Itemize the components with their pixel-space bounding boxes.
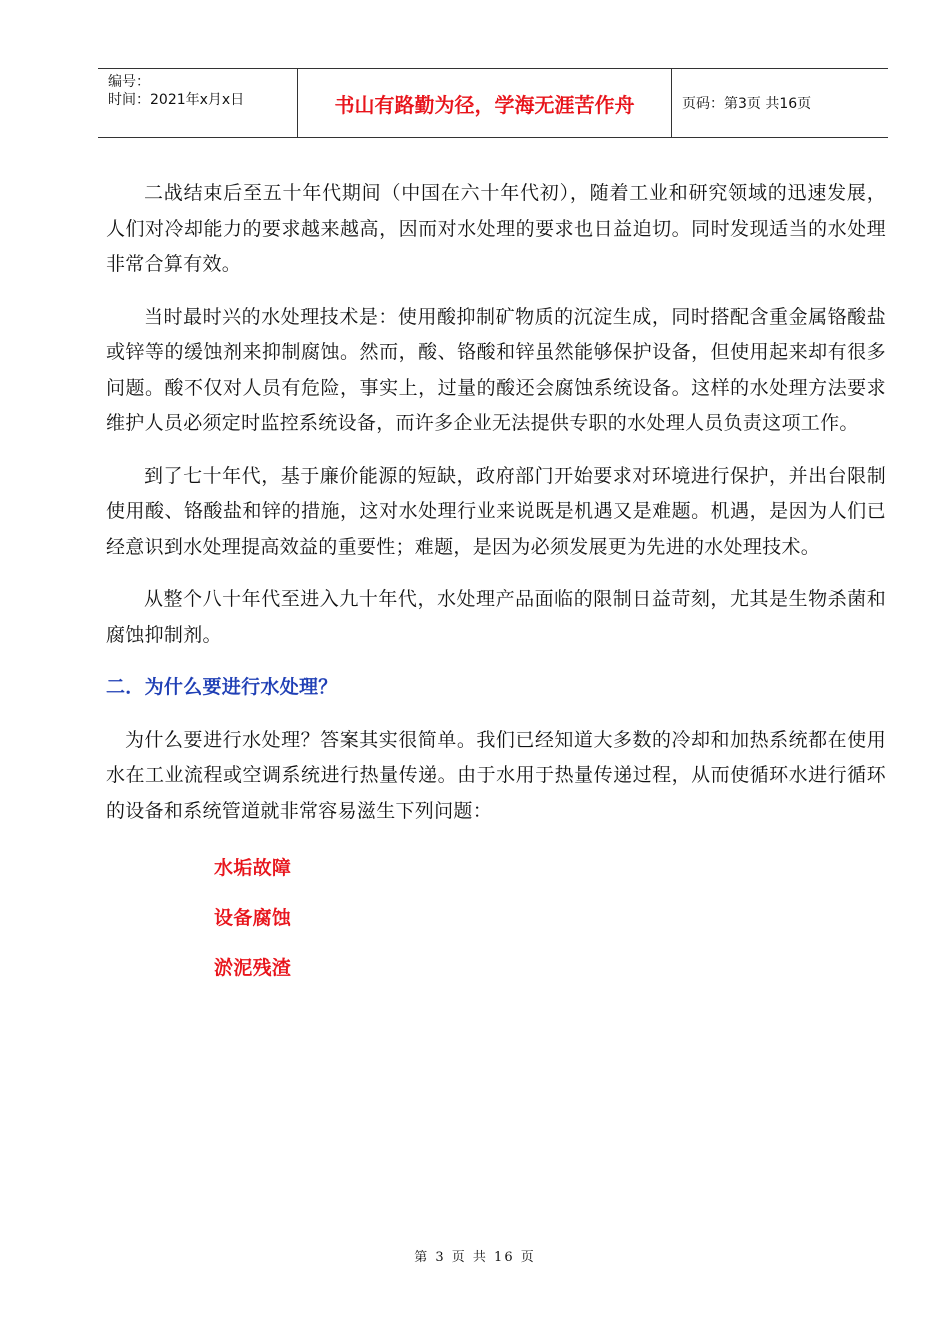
problem-item-sludge: 淤泥残渣 — [214, 957, 292, 979]
header-page-info: 页码：第3页 共16页 — [682, 96, 812, 112]
section-paragraph: 为什么要进行水处理？答案其实很简单。我们已经知道大多数的冷却和加热系统都在使用水在工业流程或空调系统进行热量传递。由于水用于热量传递过程，从而使循环水进行循环的设备和系统管道就非常容易滋生下列问题： — [106, 728, 886, 822]
paragraph: 当时最时兴的水处理技术是：使用酸抑制矿物质的沉淀生成，同时搭配含重金属铬酸盐或锌等的缓蚀剂来抑制腐蚀。然而，酸、铬酸和锌虽然能够保护设备，但使用起来却有很多问题。酸不仅对人员有危险，事实上，过量的酸还会腐蚀系统设备。这样的水处理方法要求维护人员必须定时监控系统设备，而许多企业无法提供专职的水处理人员负责这项工作。 — [106, 305, 886, 434]
document-number-label: 编号： — [108, 74, 150, 90]
document-date-label: 时间：2021年x月x日 — [108, 92, 245, 108]
page-footer: 第 3 页 共 16 页 — [414, 1250, 536, 1265]
problem-item-corrosion: 设备腐蚀 — [214, 907, 292, 929]
paragraph: 从整个八十年代至进入九十年代，水处理产品面临的限制日益苛刻，尤其是生物杀菌和腐蚀抑制剂。 — [106, 588, 886, 646]
paragraph: 二战结束后至五十年代期间（中国在六十年代初），随着工业和研究领域的迅速发展，人们对冷却能力的要求越来越高，因而对水处理的要求也日益迫切。同时发现适当的水处理非常合算有效。 — [106, 182, 886, 275]
section-heading: 二．为什么要进行水处理？ — [106, 676, 338, 698]
paragraph: 到了七十年代，基于廉价能源的短缺，政府部门开始要求对环境进行保护，并出台限制使用酸、铬酸盐和锌的措施，这对水处理行业来说既是机遇又是难题。机遇，是因为人们已经意识到水处理提高效益的重要性；难题，是因为必须发展更为先进的水处理技术。 — [106, 464, 886, 558]
problem-item-scale: 水垢故障 — [214, 857, 292, 879]
problem-list — [106, 843, 886, 993]
document-body — [106, 176, 886, 993]
page-header — [98, 68, 888, 138]
header-meta-cell — [98, 69, 298, 137]
header-motto: 书山有路勤为径，学海无涯苦作舟 — [298, 69, 672, 137]
